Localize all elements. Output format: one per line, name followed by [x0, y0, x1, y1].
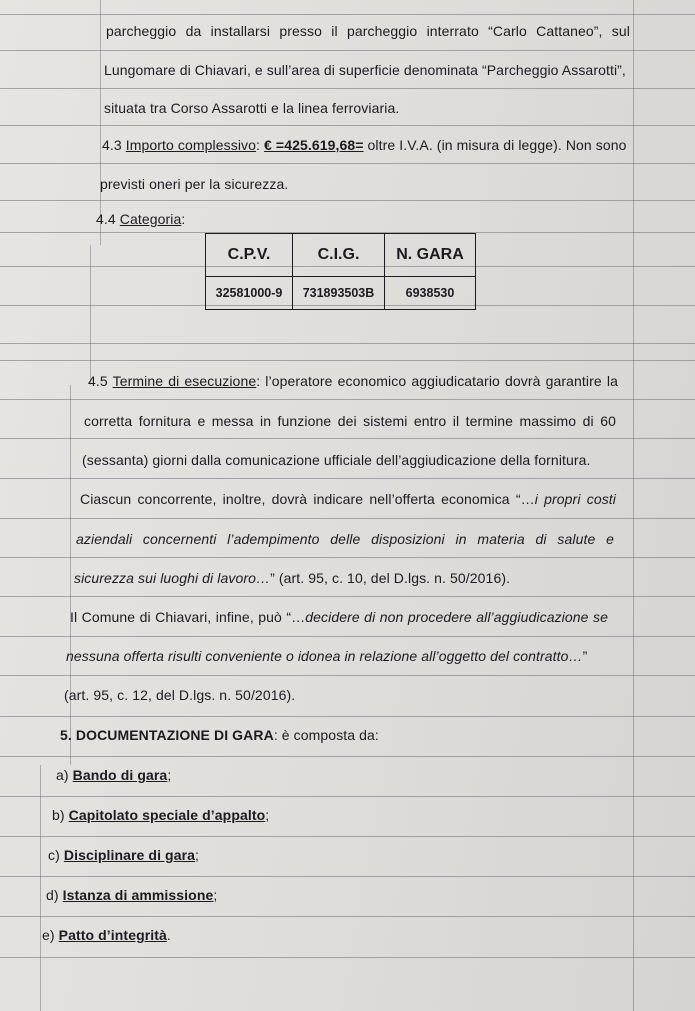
table-cell: 731893503B [293, 277, 385, 310]
codes-table [205, 233, 476, 310]
table-header-cell: N. GARA [385, 234, 476, 277]
document-link: Bando di gara [72, 767, 168, 783]
table-cell: 32581000-9 [206, 277, 293, 310]
paragraph-line: situata tra Corso Assarotti e la linea ferroviaria. [104, 100, 400, 116]
paragraph-line: (sessanta) giorni dalla comunicazione ufficiale dell’aggiudicazione della fornitura. [82, 452, 591, 468]
paragraph-line: parcheggio da installarsi presso il parcheggio interrato “Carlo Cattaneo”, sul [106, 23, 630, 39]
table-cell: 6938530 [385, 277, 476, 310]
table-header-cell: C.I.G. [293, 234, 385, 277]
section-number: 4.5 [88, 373, 108, 389]
section-heading: Importo complessivo [125, 137, 257, 153]
paragraph-line: sicurezza sui luoghi di lavoro…” (art. 95, c. 10, del D.lgs. n. 50/2016). [74, 570, 511, 586]
list-item: c) Disciplinare di gara; [48, 847, 200, 863]
section-text: oltre I.V.A. (in misura di legge). Non sono [367, 137, 627, 153]
section-4-4: 4.4 Categoria: [96, 211, 186, 227]
section-number: 4.4 [96, 211, 116, 227]
list-item: d) Istanza di ammissione; [46, 887, 218, 903]
document-link: Patto d’integrità [58, 927, 167, 943]
section-number: 4.3 [102, 137, 122, 153]
section-heading: Termine di esecuzione [112, 373, 257, 389]
table-header-row [206, 234, 476, 277]
table-header-cell: C.P.V. [206, 234, 293, 277]
section-4-3: 4.3 Importo complessivo: € =425.619,68= oltre I.V.A. (in misura di legge). Non sono [102, 137, 627, 153]
paragraph-line: Lungomare di Chiavari, e sull’area di superficie denominata “Parcheggio Assarotti”, [104, 62, 626, 78]
paragraph-line: Il Comune di Chiavari, infine, può “…decidere di non procedere all’aggiudicazione se [70, 609, 608, 625]
document-link: Capitolato speciale d’appalto [68, 807, 266, 823]
list-item: a) Bando di gara; [56, 767, 172, 783]
paragraph-line: Ciascun concorrente, inoltre, dovrà indicare nell’offerta economica “…i propri costi [80, 491, 617, 507]
section-5: 5. DOCUMENTAZIONE DI GARA: è composta da: [60, 727, 379, 743]
document-link: Istanza di ammissione [62, 887, 214, 903]
paragraph-line: corretta fornitura e messa in funzione dei sistemi entro il termine massimo di 60 [84, 413, 616, 429]
paragraph-line: previsti oneri per la sicurezza. [100, 176, 289, 192]
list-item: e) Patto d’integrità. [42, 927, 171, 943]
paragraph-line: nessuna offerta risulti conveniente o idonea in relazione all’oggetto del contratto…” [66, 648, 588, 664]
section-heading: Categoria [119, 211, 182, 227]
list-item: b) Capitolato speciale d’appalto; [52, 807, 270, 823]
section-4-5: 4.5 Termine di esecuzione: l’operatore economico aggiudicatario dovrà garantire la [88, 373, 618, 389]
section-heading: 5. DOCUMENTAZIONE DI GARA [60, 727, 274, 743]
amount-value: € =425.619,68= [264, 137, 364, 153]
table-row [206, 277, 476, 310]
document-link: Disciplinare di gara [63, 847, 196, 863]
paragraph-line: (art. 95, c. 12, del D.lgs. n. 50/2016). [64, 687, 296, 703]
paragraph-line: aziendali concernenti l’adempimento delle disposizioni in materia di salute e [76, 531, 614, 547]
